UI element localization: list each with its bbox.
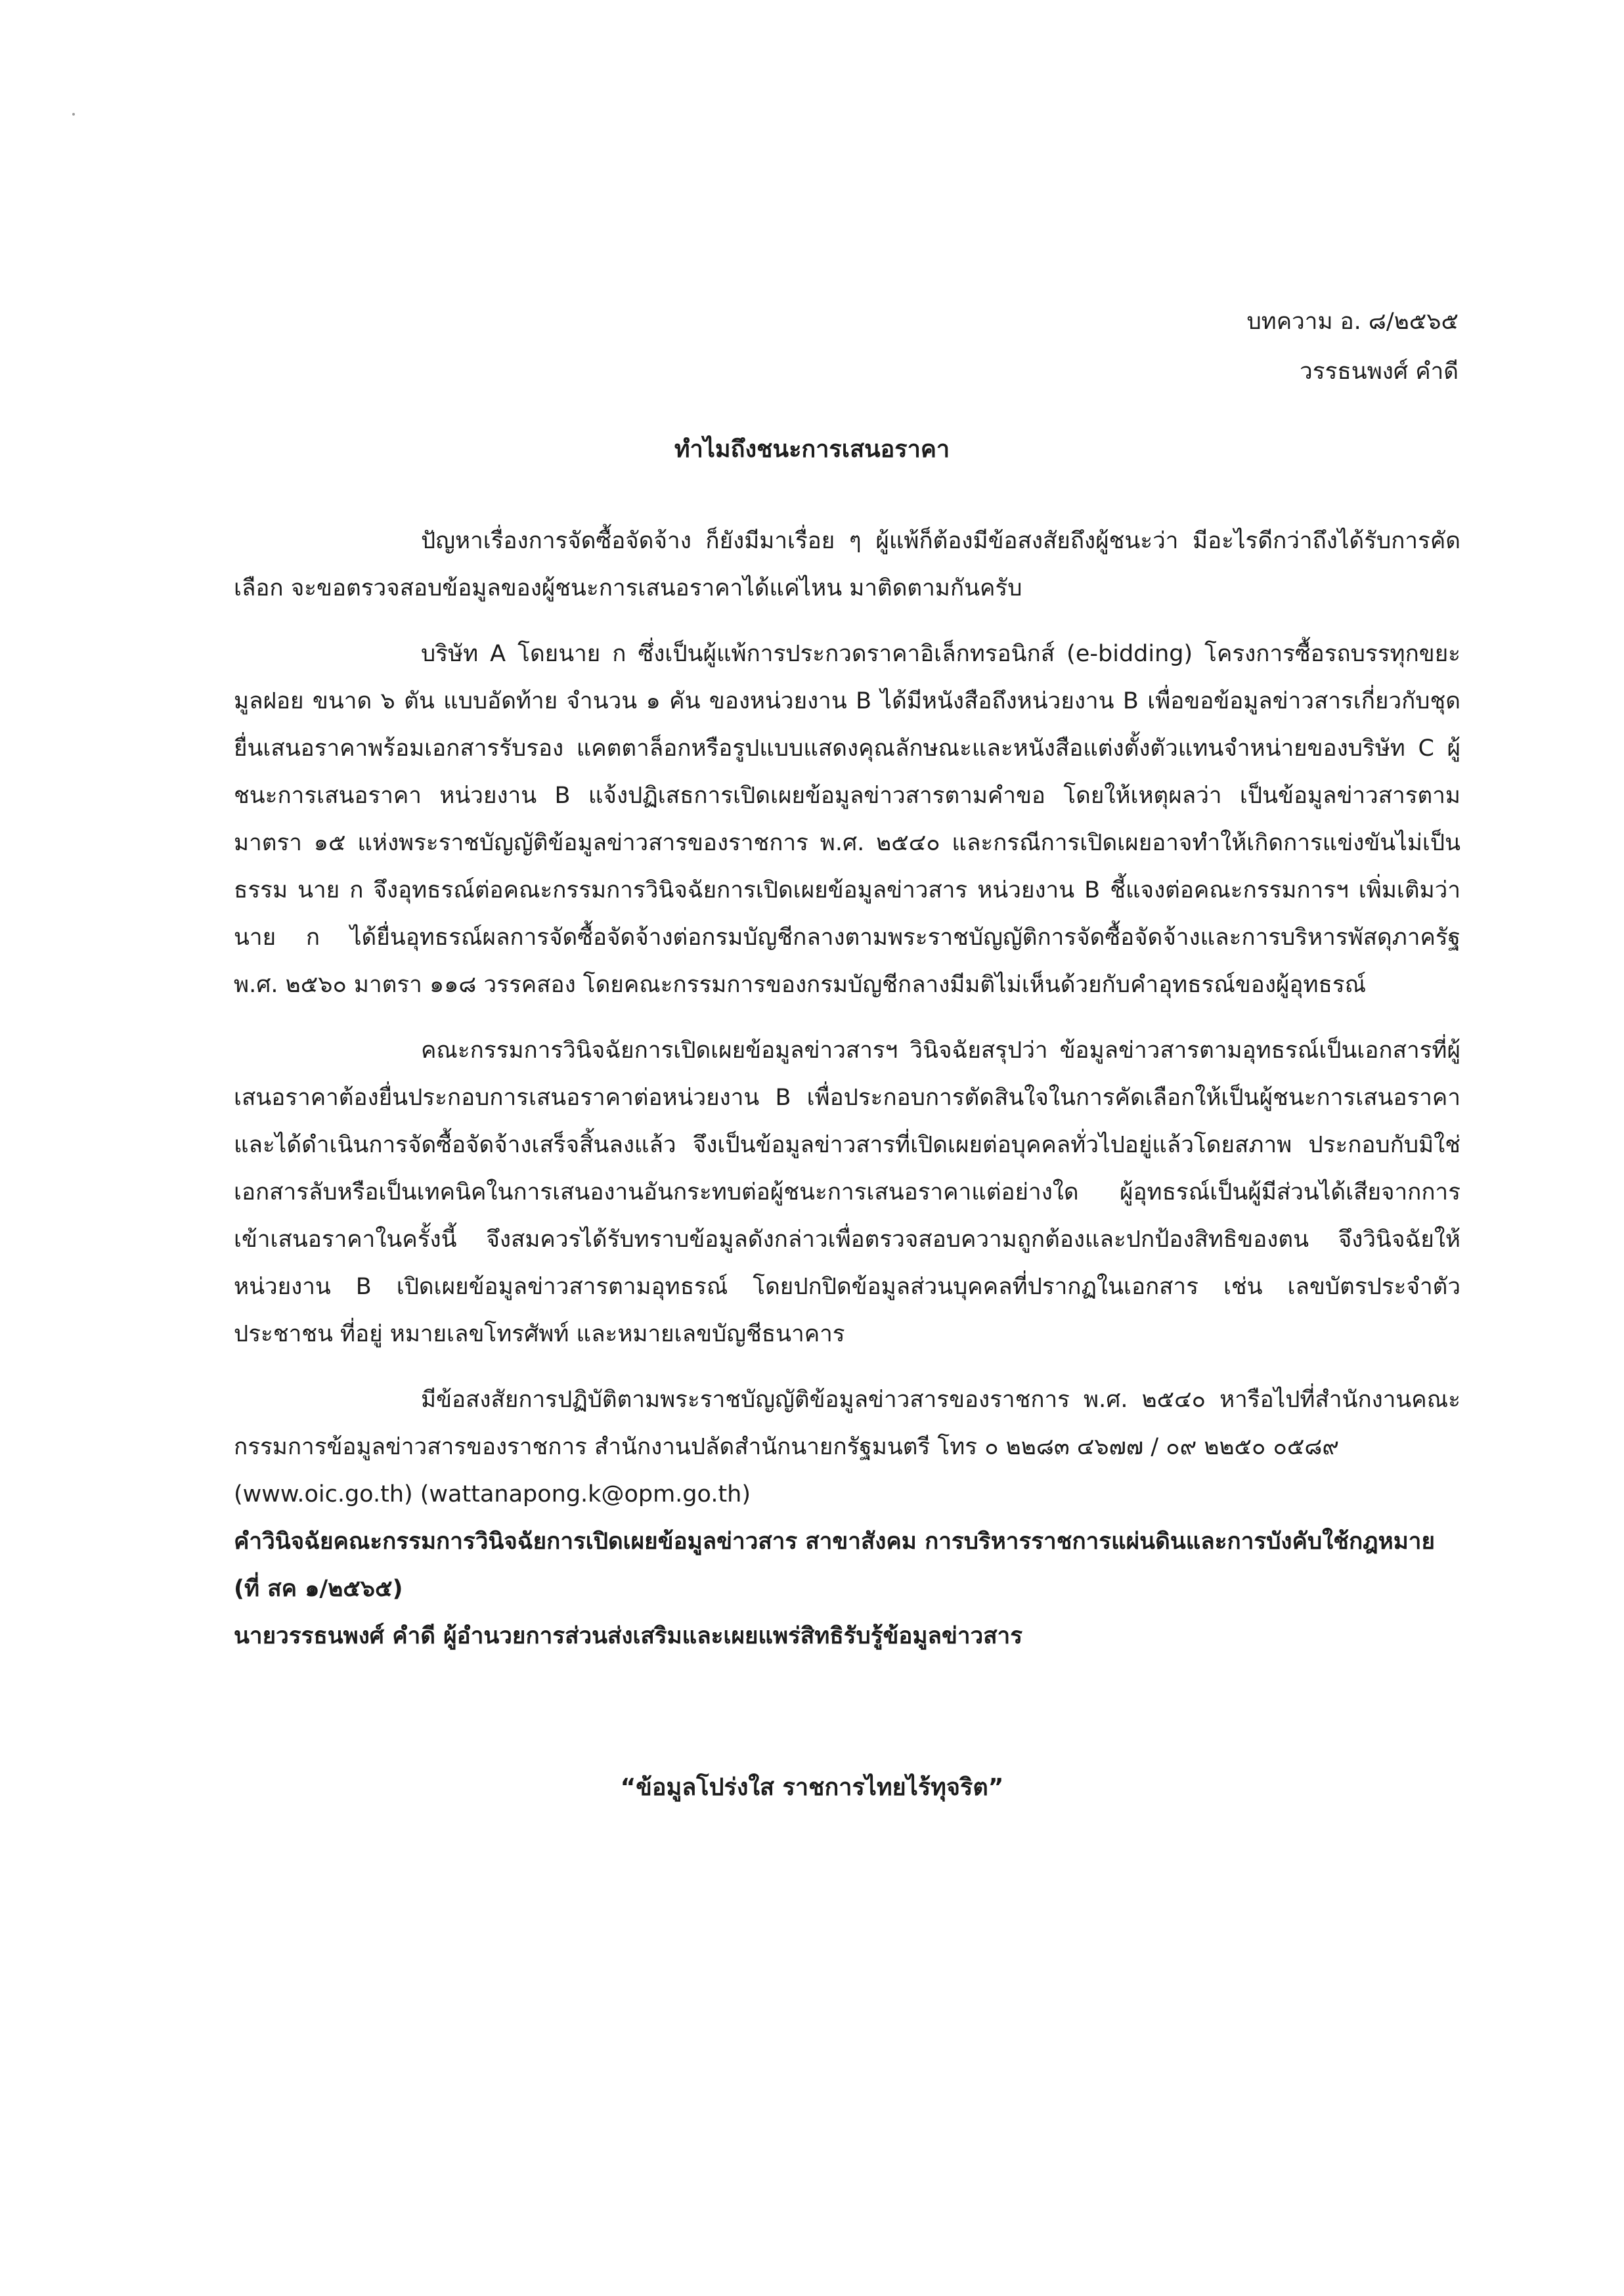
article-author: วรรธนพงศ์ คำดี <box>1300 358 1459 385</box>
article-number: บทความ อ. ๘/๒๕๖๕ <box>1246 309 1459 335</box>
ruling-reference: คำวินิจฉัยคณะกรรมการวินิจฉัยการเปิดเผยข้อมูลข่าวสาร สาขาสังคม การบริหารราชการแผ่นดินและการบังคับใช้กฎหมาย (ที่ สค ๑/๒๕๖๕) <box>234 1528 1435 1602</box>
article-header <box>1246 297 1459 397</box>
paragraph-intro: ปัญหาเรื่องการจัดซื้อจัดจ้าง ก็ยังมีมาเรื่อย ๆ ผู้แพ้ก็ต้องมีข้อสงสัยถึงผู้ชนะว่า มีอะไรดีกว่าถึงได้รับการคัดเลือก จะขอตรวจสอบข้อมูลของผู้ชนะการเสนอราคาได้แค่ไหน มาติดตามกันครับ <box>234 528 1460 601</box>
paragraph-contact: มีข้อสงสัยการปฏิบัติตามพระราชบัญญัติข้อมูลข่าวสารของราชการ พ.ศ. ๒๕๔๐ หารือไปที่สำนักงานคณะกรรมการข้อมูลข่าวสารของราชการ สำนักงานปลัดสำนักนายกรัฐมนตรี โทร ๐ ๒๒๘๓ ๔๖๗๗ / ๐๙ ๒๒๕๐ ๐๕๘๙ <box>234 1387 1460 1460</box>
article-body <box>234 517 1460 1660</box>
author-line: นายวรรธนพงศ์ คำดี ผู้อำนวยการส่วนส่งเสริมและเผยแพร่สิทธิรับรู้ข้อมูลข่าวสาร <box>234 1623 1023 1649</box>
slogan: “ข้อมูลโปร่งใส ราชการไทยไร้ทุจริต” <box>620 1774 1004 1801</box>
article-title: ทำไมถึงชนะการเสนอราคา <box>674 436 950 463</box>
contact-links: (www.oic.go.th) (wattanapong.k@opm.go.th) <box>234 1481 751 1507</box>
paragraph-facts: บริษัท A โดยนาย ก ซึ่งเป็นผู้แพ้การประกวดราคาอิเล็กทรอนิกส์ (e-bidding) โครงการซื้อรถบรรทุกขยะมูลฝอย ขนาด ๖ ตัน แบบอัดท้าย จำนวน ๑ คัน ของหน่วยงาน B ได้มีหนังสือถึงหน่วยงาน B เพื่อขอข้อมูลข่าวสารเกี่ยวกับชุดยื่นเสนอราคาพร้อมเอกสารรับรอง แคตตาล็อกหรือรูปแบบแสดงคุณลักษณะและหนังสือแต่งตั้งตัวแทนจำหน่ายของบริษัท C ผู้ชนะการเสนอราคา หน่วยงาน B แจ้งปฏิเสธการเปิดเผยข้อมูลข่าวสารตามคำขอ โดยให้เหตุผลว่า เป็นข้อมูลข่าวสารตามมาตรา ๑๕ แห่งพระราชบัญญัติข้อมูลข่าวสารของราชการ พ.ศ. ๒๕๔๐ และกรณีการเปิดเผยอาจทำให้เกิดการแข่งขันไม่เป็นธรรม นาย ก จึงอุทธรณ์ต่อคณะกรรมการวินิจฉัยการเปิดเผยข้อมูลข่าวสาร หน่วยงาน B ชี้แจงต่อคณะกรรมการฯ เพิ่มเติมว่า นาย ก ได้ยื่นอุทธรณ์ผลการจัดซื้อจัดจ้างต่อกรมบัญชีกลางตามพระราชบัญญัติการจัดซื้อจัดจ้างและการบริหารพัสดุภาครัฐ พ.ศ. ๒๕๖๐ มาตรา ๑๑๘ วรรคสอง โดยคณะกรรมการของกรมบัญชีกลางมีมติไม่เห็นด้วยกับคำอุทธรณ์ของผู้อุทธรณ์ <box>234 641 1460 998</box>
paragraph-ruling: คณะกรรมการวินิจฉัยการเปิดเผยข้อมูลข่าวสารฯ วินิจฉัยสรุปว่า ข้อมูลข่าวสารตามอุทธรณ์เป็นเอกสารที่ผู้เสนอราคาต้องยื่นประกอบการเสนอราคาต่อหน่วยงาน B เพื่อประกอบการตัดสินใจในการคัดเลือกให้เป็นผู้ชนะการเสนอราคา และได้ดำเนินการจัดซื้อจัดจ้างเสร็จสิ้นลงแล้ว จึงเป็นข้อมูลข่าวสารที่เปิดเผยต่อบุคคลทั่วไปอยู่แล้วโดยสภาพ ประกอบกับมิใช่เอกสารลับหรือเป็นเทคนิคในการเสนองานอันกระทบต่อผู้ชนะการเสนอราคาแต่อย่างใด ผู้อุทธรณ์เป็นผู้มีส่วนได้เสียจากการเข้าเสนอราคาในครั้งนี้ จึงสมควรได้รับทราบข้อมูลดังกล่าวเพื่อตรวจสอบความถูกต้องและปกป้องสิทธิของตน จึงวินิจฉัยให้หน่วยงาน B เปิดเผยข้อมูลข่าวสารตามอุทธรณ์ โดยปกปิดข้อมูลส่วนบุคคลที่ปรากฏในเอกสาร เช่น เลขบัตรประจำตัวประชาชน ที่อยู่ หมายเลขโทรศัพท์ และหมายเลขบัญชีธนาคาร <box>234 1037 1460 1347</box>
scan-speck <box>72 113 75 116</box>
